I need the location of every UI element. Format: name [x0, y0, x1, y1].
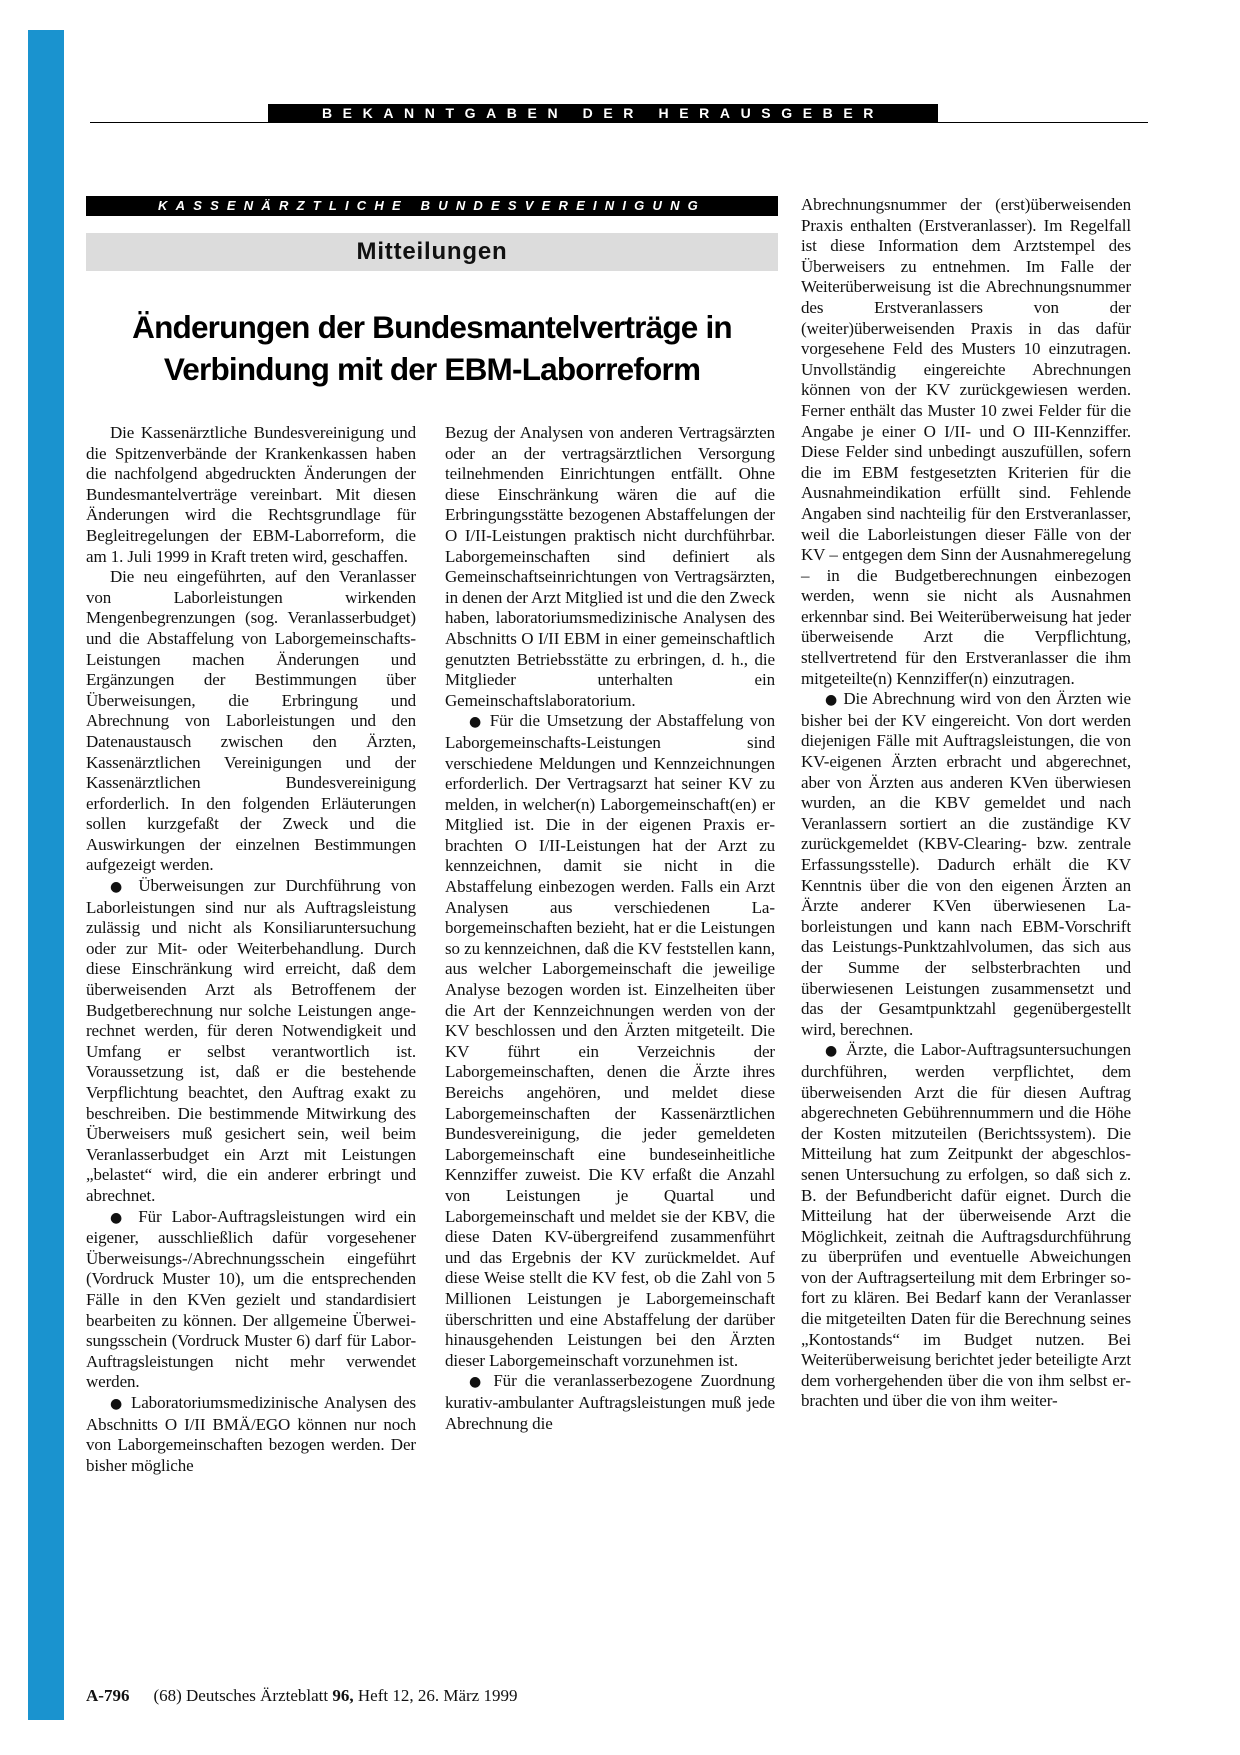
bullet-icon: ●	[469, 1374, 486, 1391]
section-header: BEKANNTGABEN DER HERAUSGEBER	[268, 104, 938, 123]
bullet-paragraph	[86, 1393, 416, 1476]
page-footer	[86, 1686, 517, 1706]
text-column-1	[86, 423, 416, 1476]
citation-prefix: (68) Deutsches Ärzteblatt	[153, 1686, 333, 1705]
paragraph-text: Für die veranlasserbezogene Zuordnung kurativ-ambulanter Auftragsleistungen muß jede Abrechnung die	[445, 1371, 775, 1433]
paragraph: Die Kassenärztliche Bundesvereinigung und die Spitzenverbände der Krankenkassen haben die nachfolgend abgedruckten Änderungen der Bundesmantelverträge vereinbart. Mit diesen Änderungen wird die Rechtsgrundlage für Begleitregelungen der EBM-Laborreform, die am 1. Juli 1999 in Kraft treten wird, geschaffen.	[86, 423, 416, 566]
bullet-icon: ●	[110, 1395, 125, 1412]
paragraph: Abrechnungsnummer der (erst)überweisenden Praxis enthalten (Erstveranlasser). Im Regelfall ist diese Information dem Arztstempel des Überweisers zu entnehmen. Im Falle der Weiterüberweisung ist die Abrechnungsnummer des Erstveranlassers von der (weiter)überweisenden Praxis in das dafür vorgesehene Feld des Musters 10 einzutragen. Unvollständig eingereichte Abrechnungen können von der KV zurückgewiesen werden. Ferner enthält das Muster 10 zwei Felder für die Angabe je einer O I/II- und O III-Kennziffer. Diese Felder sind unbedingt auszufüllen, sofern die im EBM festgesetzten Kriterien für die Ausnahmeindikation erfüllt sind. Fehlende Angaben sind nachteilig für den Erstveranlasser, weil die Laborleistungen dieser Fälle von der KV – entgegen dem Sinn der Ausnahmeregelung – in die Budgetberechnungen einbezogen werden, wenn sie nicht als Ausnahmen erkennbar sind. Bei Weiterüberweisung hat jeder überweisende Arzt die Verpflichtung, stellvertretend für den Erstveranlasser die ihm mitgeteilte(n) Kennziffer(n) einzutragen.	[801, 195, 1131, 688]
bullet-paragraph	[445, 711, 775, 1371]
title-line-2: Verbindung mit der EBM-Laborreform	[163, 351, 701, 387]
bullet-icon: ●	[825, 692, 839, 709]
bullet-paragraph	[801, 689, 1131, 1040]
paragraph-text: Für die Umsetzung der Abstaffelung von Laborgemeinschafts-Leistungen sind verschiedene Meldungen und Kennzeichnungen erforderlich. Der Vertragsarzt hat seiner KV zu melden, in welcher(n) Laborgemeinschaft(en) er Mitglied ist. Die in der eigenen Praxis erbrachten O I/II-Leistungen hat der Arzt zu kennzeichnen, damit sie nicht in die Abstaffelung einbezogen werden. Falls ein Arzt Analysen aus verschiedenen Laborgemeinschaften bezieht, hat er die Leistungen so zu kennzeichnen, daß die KV feststellen kann, aus welcher Laborgemeinschaft die jeweilige Analyse bezogen worden ist. Einzelheiten über die Art der Kennzeichnungen werden von der KV beschlossen und den Ärzten mitgeteilt. Die KV führt ein Verzeichnis der Laborgemeinschaften, denen die Ärzte ihres Bereichs angehören, und meldet diese Laborgemeinschaften der Kassenärztlichen Bundesvereinigung, die jeder gemeldeten Laborgemeinschaft eine bundeseinheitliche Kennziffer zuweist. Die KV erfaßt die Anzahl von Leistungen je Quartal und Laborgemeinschaft und meldet sie der KBV, die diese Daten KV-übergreifend zusammenführt und das Ergebnis der KV zurückmeldet. Auf diese Weise stellt die KV fest, ob die Zahl von 5 Millionen Leistungen je Laborgemeinschaft überschritten und eine Abstaffelung der darüber hinausgehenden Leistungen bei den Ärzten dieser Laborgemeinschaft vorzunehmen ist.	[445, 711, 775, 1370]
bullet-icon: ●	[110, 879, 129, 896]
bullet-paragraph	[86, 876, 416, 1207]
bullet-icon: ●	[825, 1043, 840, 1060]
page-number: A-796	[86, 1686, 130, 1705]
paragraph-text: Laboratoriumsmedizinische Analysen des Abschnitts O I/II BMÄ/EGO können nur noch von Laborgemeinschaften bezogen werden. Der bisher mögliche	[86, 1392, 416, 1475]
rubric-band: Mitteilungen	[86, 233, 778, 271]
blue-margin-bar	[28, 30, 64, 1720]
title-line-1: Änderungen der Bundesmantelverträge in	[132, 309, 732, 345]
paragraph-text: Für Labor-Auftragsleistungen wird ein eigener, ausschließlich dafür vorgesehener Überweisungs-/Abrechnungsschein eingeführt (Vordruck Muster 10), um die entsprechenden Fälle in den KVen gezielt und standardisiert bearbeiten zu können. Der allgemeine Überweisungsschein (Vordruck Muster 6) darf für Labor-Auftragsleistungen nicht mehr verwendet werden.	[86, 1206, 416, 1392]
bullet-icon: ●	[110, 1209, 129, 1226]
article-title	[86, 306, 778, 390]
citation-volume: 96,	[332, 1686, 354, 1705]
text-column-3	[801, 195, 1131, 1412]
bullet-icon: ●	[469, 714, 484, 731]
bullet-paragraph	[801, 1040, 1131, 1412]
bullet-paragraph	[86, 1207, 416, 1393]
organization-band: KASSENÄRZTLICHE BUNDESVEREINIGUNG	[86, 196, 778, 216]
paragraph-text: Ärzte, die Labor-Auftragsuntersuchungen durchführen, werden verpflichtet, dem überweisenden Arzt die für diesen Auftrag abgerechneten Gebührennummern und die Höhe der Kosten mitzuteilen (Berichtssystem). Die Mitteilung hat zum Zeitpunkt der abgeschlossenen Untersuchung zu erfolgen, so daß sich z. B. der Befundbericht dafür eignet. Durch die Mitteilung hat der überweisende Arzt die Möglichkeit, zeitnah die Auftragsdurchführung zu überprüfen und eventuelle Abweichungen von der Auftragserteilung mit dem Erbringer sofort zu klären. Bei Bedarf kann der Veranlasser die mitgeteilten Daten für die Berechnung seines „Kontostands“ im Budget nutzen. Bei Weiterüberweisung berichtet jeder beteiligte Arzt dem vorhergehenden über die von ihm selbst erbrachten und über die von ihm weiter-	[801, 1040, 1131, 1411]
paragraph: Die neu eingeführten, auf den Veranlasser von Laborleistungen wirkenden Mengenbegrenzungen (sog. Veranlasserbudget) und die Abstaffelung von Laborgemeinschafts-Leistungen machen Änderungen und Ergänzungen der Bestimmungen über Überweisungen, die Erbringung und Abrechnung von Laborleistungen und den Datenaustausch zwischen den Ärzten, Kassenärztlichen Vereinigungen und der Kassenärztlichen Bundesvereinigung erforderlich. In den folgenden Erläuterungen sollen kurzgefaßt der Zweck und die Auswirkungen der einzelnen Bestimmungen aufgezeigt werden.	[86, 567, 416, 875]
paragraph-text: Die Abrechnung wird von den Ärzten wie bisher bei der KV eingereicht. Von dort werden diejenigen Fälle mit Auftragsleistungen, die von KV-eigenen Ärzten erbracht und abgerechnet, aber von Ärzten aus anderen KVen überwiesen wurden, an die KBV gemeldet und nach Veranlassern sortiert an die zuständige KV zurückgemeldet (KBV-Clearing- bzw. zentrale Erfassungsstelle). Dadurch erhält die KV Kenntnis über die von den eigenen Ärzten an Ärzte anderer KVen überwiesenen Laborleistungen und kann nach EBM-Vorschrift das Leistungs-Punktzahlvolumen, das sich aus der Summe der selbsterbrachten und überwiesenen Leistungen zusammensetzt und das der Gesamtpunktzahl gegenübergestellt wird, berechnen.	[801, 689, 1131, 1039]
paragraph: Bezug der Analysen von anderen Vertragsärzten oder an der vertragsärztlichen Versorgung teilnehmenden Einrichtungen entfällt. Ohne diese Einschränkung wären die auf die Erbringungsstätte bezogenen Abstaffelungen der O I/II-Leistungen praktisch nicht durchführbar. Laborgemeinschaften sind definiert als Gemeinschaftseinrichtungen von Vertragsärzten, in denen der Arzt Mitglied ist und die den Zweck haben, laboratoriumsmedizinische Analysen des Abschnitts O I/II EBM in einer gemeinschaftlich genutzten Betriebsstätte zu erbringen, d. h., die Mitglieder unterhalten ein Gemeinschaftslaboratorium.	[445, 423, 775, 710]
bullet-paragraph	[445, 1371, 775, 1434]
citation-suffix: Heft 12, 26. März 1999	[353, 1686, 518, 1705]
paragraph-text: Überweisungen zur Durchführung von Laborleistungen sind nur als Auftragsleistung zulässig und nicht als Konsiliaruntersuchung oder zur Mit- oder Weiterbehandlung. Durch diese Einschränkung wird erreicht, daß dem überweisenden Arzt als Betroffenem der Budgetberechnung nur solche Leistungen angerechnet werden, für deren Notwendigkeit und Umfang er selbst verantwortlich ist. Voraussetzung ist, daß er die bestehende Verpflichtung beachtet, den Auftrag exakt zu beschreiben. Die bestimmende Mitwirkung des Überweisers muß gesichert sein, weil beim Veranlasserbudget ein Arzt mit Leistungen „belastet“ wird, die ein anderer erbringt und abrechnet.	[86, 876, 416, 1205]
text-column-2	[445, 423, 775, 1434]
